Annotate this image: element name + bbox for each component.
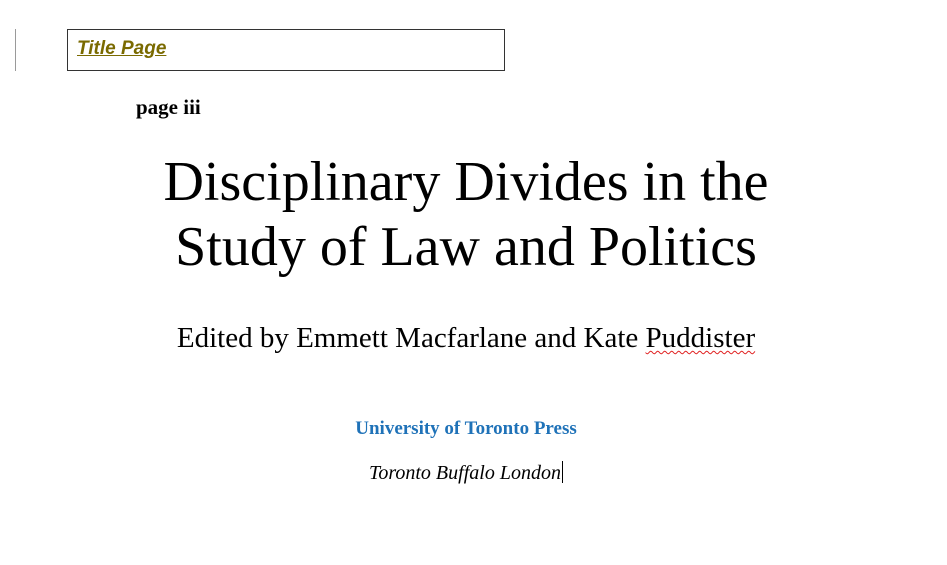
- cities-text: Toronto Buffalo London: [369, 462, 561, 484]
- publisher-cities[interactable]: [0, 461, 932, 485]
- publisher-name: University of Toronto Press: [355, 418, 577, 439]
- book-title-line-2: Study of Law and Politics: [175, 216, 757, 278]
- text-cursor: [562, 461, 563, 483]
- editors-line: [0, 322, 932, 355]
- book-title: [0, 150, 932, 280]
- editors-text: Edited by Emmett Macfarlane and Kate: [176, 322, 646, 354]
- book-title-line-1: Disciplinary Divides in the: [163, 151, 769, 213]
- page-number: page iii: [136, 95, 201, 119]
- spellcheck-flagged-word[interactable]: Puddister: [645, 322, 756, 354]
- style-tag-box[interactable]: [67, 29, 505, 71]
- style-tag-label[interactable]: Title Page: [77, 38, 167, 59]
- margin-marker: [15, 29, 16, 71]
